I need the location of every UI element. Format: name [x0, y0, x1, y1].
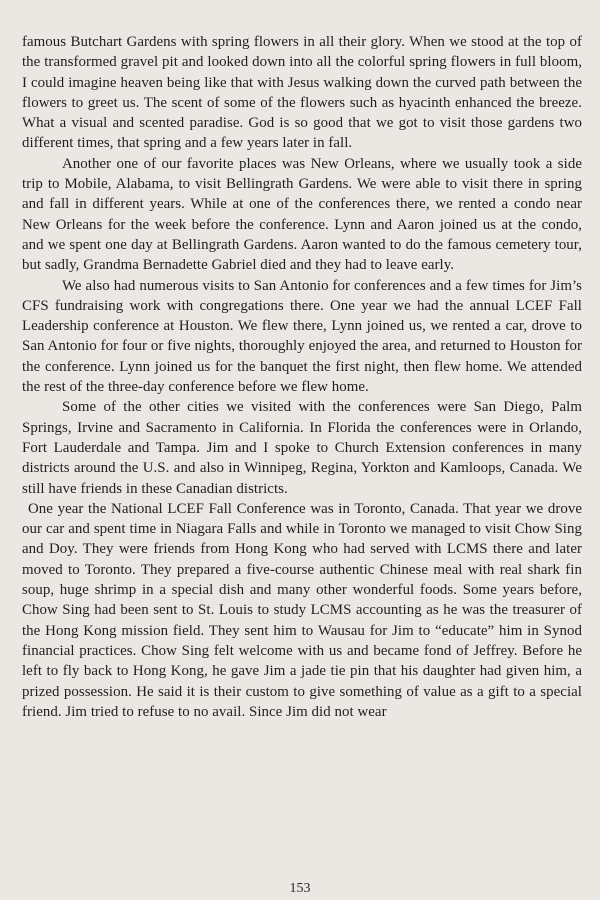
paragraph-new-orleans: Another one of our favorite places was New Orleans, where we usually took a side trip to Mobile, Alabama, to visit Bellingrath Gardens. We were able to visit there in spring and fall in different years. While at one of the conferences there, we rented a condo near New Orleans for the week before the conference. Lynn and Aaron joined us at the condo, and we spent one day at Bellingrath Gardens. Aaron wanted to do the famous cemetery tour, but sadly, Grandma Bernadette Gabriel died and they had to leave early. — [22, 155, 582, 274]
body-text — [22, 32, 582, 722]
page-number: 153 — [289, 881, 311, 896]
paragraph-butchart-gardens: famous Butchart Gardens with spring flowers in all their glory. When we stood at the top of the transformed gravel pit and looked down into all the colorful spring flowers in full bloom, I could imagine heaven being like that with Jesus walking down the curved path between the flowers to greet us. The scent of some of the flowers such as hyacinth enhanced the breeze. What a visual and scented paradise. God is so good that we got to visit those gardens two different times, that spring and a few years later in fall. — [22, 34, 582, 152]
paragraph-other-cities: Some of the other cities we visited with the conferences were San Diego, Palm Springs, Irvine and Sacramento in California. In Florida the conferences were in Orlando, Fort Lauderdale and Tampa. Jim and I spoke to Church Extension conferences in many districts around the U.S. and also in Winnipeg, Regina, Yorkton and Kamloops, Canada. We still have friends in these Canadian districts. — [22, 399, 582, 497]
paragraph-toronto: One year the National LCEF Fall Conference was in Toronto, Canada. That year we drove our car and spent time in Niagara Falls and while in Toronto we managed to visit Chow Sing and Doy. They were friends from Hong Kong who had served with LCMS there and later moved to Toronto. They prepared a five-course authentic Chinese meal with real shark fin soup, huge shrimp in a special dish and many other wonderful foods. Some years before, Chow Sing had been sent to St. Louis to study LCMS accounting as he was the treasurer of the Hong Kong mission field. They sent him to Wausau for Jim to “educate” him in Synod financial practices. Chow Sing felt welcome with us and became fond of Jeffrey. Before he left to fly back to Hong Kong, he gave Jim a jade tie pin that his daughter had given him, a prized possession. He said it is their custom to give something of value as a gift to a special friend. Jim tried to refuse to no avail. Since Jim did not wear — [22, 500, 582, 720]
paragraph-san-antonio: We also had numerous visits to San Antonio for conferences and a few times for Jim’s CFS fundraising work with congregations there. One year we had the annual LCEF Fall Leadership conference at Houston. We flew there, Lynn joined us, we rented a car, drove to San Antonio for four or five nights, thoroughly enjoyed the area, and returned to Houston for the conference. Lynn joined us for the banquet the first night, then flew home. We attended the rest of the three-day conference before we flew home. — [22, 277, 582, 396]
